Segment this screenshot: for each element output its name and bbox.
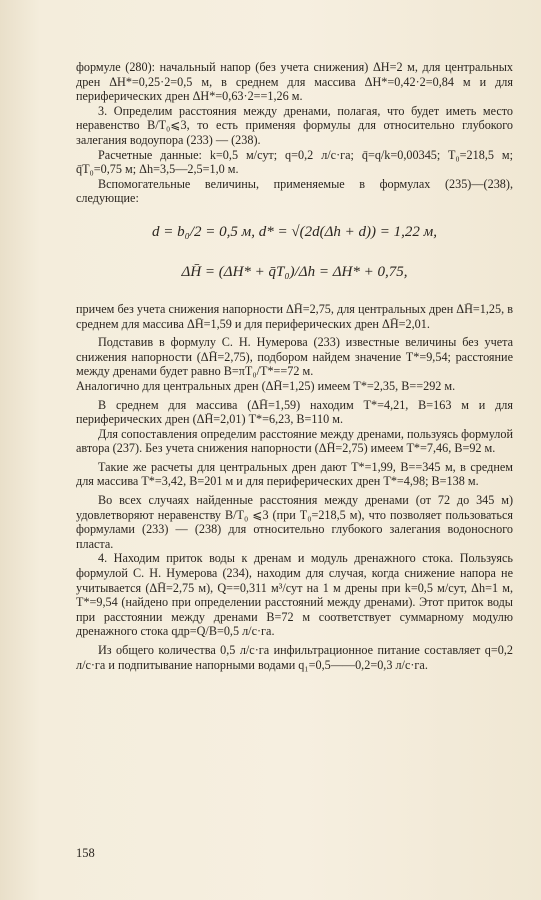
paragraph-2: 3. Определим расстояния между дренами, полагая, что будет иметь место неравенство B/T₀⩽3, то есть применяя формулы для относительно глубокого залегания водоупора (233) — (238). [76,103,513,147]
paragraph-6: Подставив в формулу С. Н. Нумерова (233) известные величины без учета снижения напорности (ΔH̄=2,75), подбором найдем значение T*=9,54; расстояние между дренами будет равно B=πT₀/T*==72 м. [76,335,513,379]
paragraph-9: Для сопоставления определим расстояние между дренами, пользуясь формулой автора (237). Без учета снижения напорности (ΔH̄=2,75) имеем T*=7,46, B=92 м. [76,426,513,456]
formula-d: d = b₀/2 = 0,5 м, d* = √(2d(Δh + d)) = 1,22 м, [152,223,437,240]
formula-delta-h: ΔH̄ = (ΔH* + q̄T₀)/Δh = ΔH* + 0,75, [181,263,408,280]
paragraph-7: Аналогично для центральных дрен (ΔH̄=1,25) имеем T*=2,35, B==292 м. [76,378,456,393]
paragraph-4: Вспомогательные величины, применяемые в формулах (235)—(238), следующие: [76,176,513,206]
paragraph-13: Из общего количества 0,5 л/с·га инфильтрационное питание составляет q=0,2 л/с·га и подпитывание напорными водами q₁=0,5——0,2=0,3 л/с·га. [76,643,513,672]
page-number: 158 [76,846,95,860]
paragraph-5: причем без учета снижения напорности ΔH̄=2,75, для центральных дрен ΔH̄=1,25, в среднем для массива ΔH̄=1,59 и для периферических дрен ΔH̄=2,01. [76,301,513,331]
paragraph-8: В среднем для массива (ΔH̄=1,59) находим T*=4,21, B=163 м и для периферических дрен (ΔH̄=2,01) T*=6,23, B=110 м. [76,397,513,427]
paragraph-11: Во всех случаях найденные расстояния между дренами (от 72 до 345 м) удовлетворяют неравенству B/T₀ ⩽3 (при T₀=218,5 м), что позволяет пользоваться формулами (233) — (238) для относительно глубокого залегания водоносного пласта. [76,493,513,551]
paragraph-10: Такие же расчеты для центральных дрен дают T*=1,99, B==345 м, в среднем для массива T*=3,42, B=201 м и для периферических дрен T*=4,98; B=138 м. [76,459,513,489]
paragraph-1: формуле (280): начальный напор (без учета снижения) ΔH=2 м, для центральных дрен ΔH*=0,25·2=0,5 м, в среднем для массива ΔH*=0,42·2=0,84 м и для периферических дрен ΔH*=0,63·2==1,26 м. [76,60,513,104]
paragraph-3: Расчетные данные: k=0,5 м/сут; q=0,2 л/с·га; q̄=q/k=0,00345; T₀=218,5 м; q̄T₀=0,75 м; Δh=3,5—2,5=1,0 м. [76,147,513,177]
paragraph-12: 4. Находим приток воды к дренам и модуль дренажного стока. Пользуясь формулой С. Н. Нумерова (234), находим для случая, когда снижение напора не учитывается (ΔH̄=2,75 м), Q==0,311 м³/сут на 1 м дрены при k=0,5 м/сут, Δh=1 м, T*=9,54 (найдено при определении расстояний между дренами). Этот приток воды при расстоянии между дренами B=72 м соответствует суммарному модулю дренажного стока qдр=Q/B=0,5 л/с·га. [76,551,513,639]
